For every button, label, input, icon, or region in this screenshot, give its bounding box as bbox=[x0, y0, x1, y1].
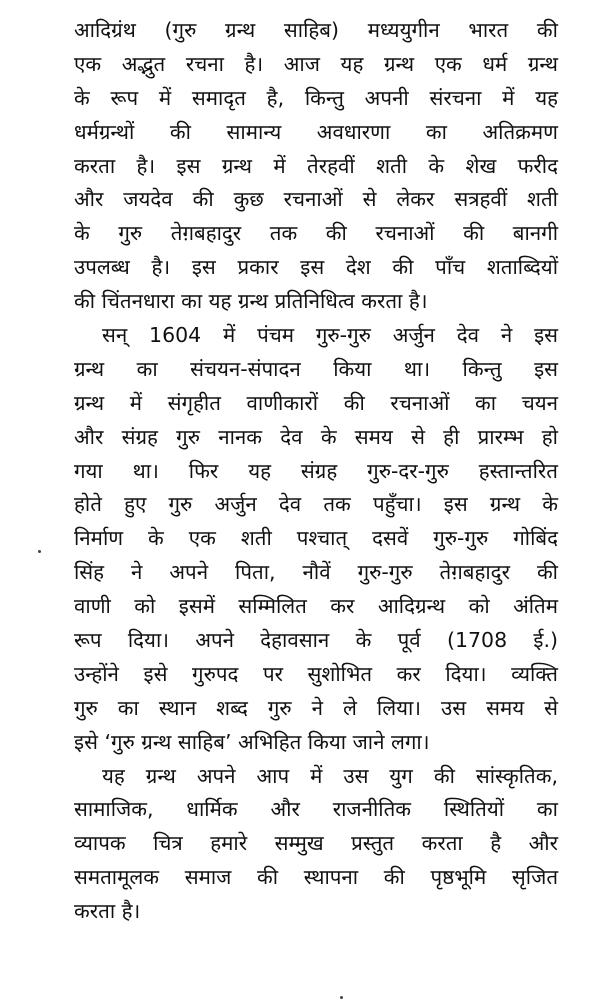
scan-speck bbox=[38, 550, 41, 553]
text-line: गुरु का स्थान शब्द गुरु ने ले लिया। उस समय से bbox=[74, 695, 558, 720]
text-line: व्यापक चित्र हमारे सम्मुख प्रस्तुत करता है और bbox=[74, 831, 558, 856]
text-line: सन् 1604 में पंचम गुरु-गुरु अर्जुन देव ने इस bbox=[102, 323, 558, 348]
text-line: सामाजिक, धार्मिक और राजनीतिक स्थितियों का bbox=[74, 797, 558, 822]
text-line: होते हुए गुरु अर्जुन देव तक पहुँचा। इस ग्रन्थ के bbox=[74, 492, 558, 517]
text-line: रूप दिया। अपने देहावसान के पूर्व (1708 ई.) bbox=[74, 628, 558, 653]
text-line: ग्रन्थ में संगृहीत वाणीकारों की रचनाओं का चयन bbox=[74, 390, 558, 415]
text-line: और संग्रह गुरु नानक देव के समय से ही प्रारम्भ हो bbox=[74, 424, 558, 449]
text-line: उन्होंने इसे गुरुपद पर सुशोभित कर दिया। व्यक्ति bbox=[74, 661, 558, 686]
text-line: वाणी को इसमें सम्मिलित कर आदिग्रन्थ को अंतिम bbox=[74, 594, 558, 619]
scan-speck bbox=[340, 996, 343, 999]
text-line: के रूप में समादृत है, किन्तु अपनी संरचना में यह bbox=[74, 85, 558, 110]
text-line: धर्मग्रन्थों की सामान्य अवधारणा का अतिक्रमण bbox=[74, 119, 558, 144]
text-line: एक अद्भुत रचना है। आज यह ग्रन्थ एक धर्म ग्रन्थ bbox=[74, 51, 558, 76]
text-line: करता है। bbox=[74, 899, 141, 924]
text-line: यह ग्रन्थ अपने आप में उस युग की सांस्कृतिक, bbox=[102, 763, 558, 788]
text-line: ग्रन्थ का संचयन-संपादन किया था। किन्तु इस bbox=[74, 356, 558, 381]
text-line: उपलब्ध है। इस प्रकार इस देश की पाँच शताब्दियों bbox=[74, 255, 558, 280]
text-line: और जयदेव की कुछ रचनाओं से लेकर सत्रहवीं शती bbox=[74, 187, 558, 212]
text-line: इसे ‘गुरु ग्रन्थ साहिब’ अभिहित किया जाने लगा। bbox=[74, 729, 430, 754]
text-line: की चिंतनधारा का यह ग्रन्थ प्रतिनिधित्व करता है। bbox=[74, 289, 428, 314]
body-text bbox=[74, 14, 558, 929]
text-line: के गुरु तेग़बहादुर तक की रचनाओं की बानगी bbox=[74, 221, 558, 246]
text-line: गया था। फिर यह संग्रह गुरु-दर-गुरु हस्तान्तरित bbox=[74, 458, 558, 483]
text-line: सिंह ने अपने पिता, नौवें गुरु-गुरु तेग़बहादुर की bbox=[74, 560, 558, 585]
text-line: निर्माण के एक शती पश्चात् दसवें गुरु-गुरु गोबिंद bbox=[74, 526, 558, 551]
text-line: समतामूलक समाज की स्थापना की पृष्ठभूमि सृजित bbox=[74, 865, 558, 890]
text-line: आदिग्रंथ (गुरु ग्रन्थ साहिब) मध्ययुगीन भारत की bbox=[74, 18, 558, 42]
text-line: करता है। इस ग्रन्थ में तेरहवीं शती के शेख फरीद bbox=[74, 153, 558, 178]
